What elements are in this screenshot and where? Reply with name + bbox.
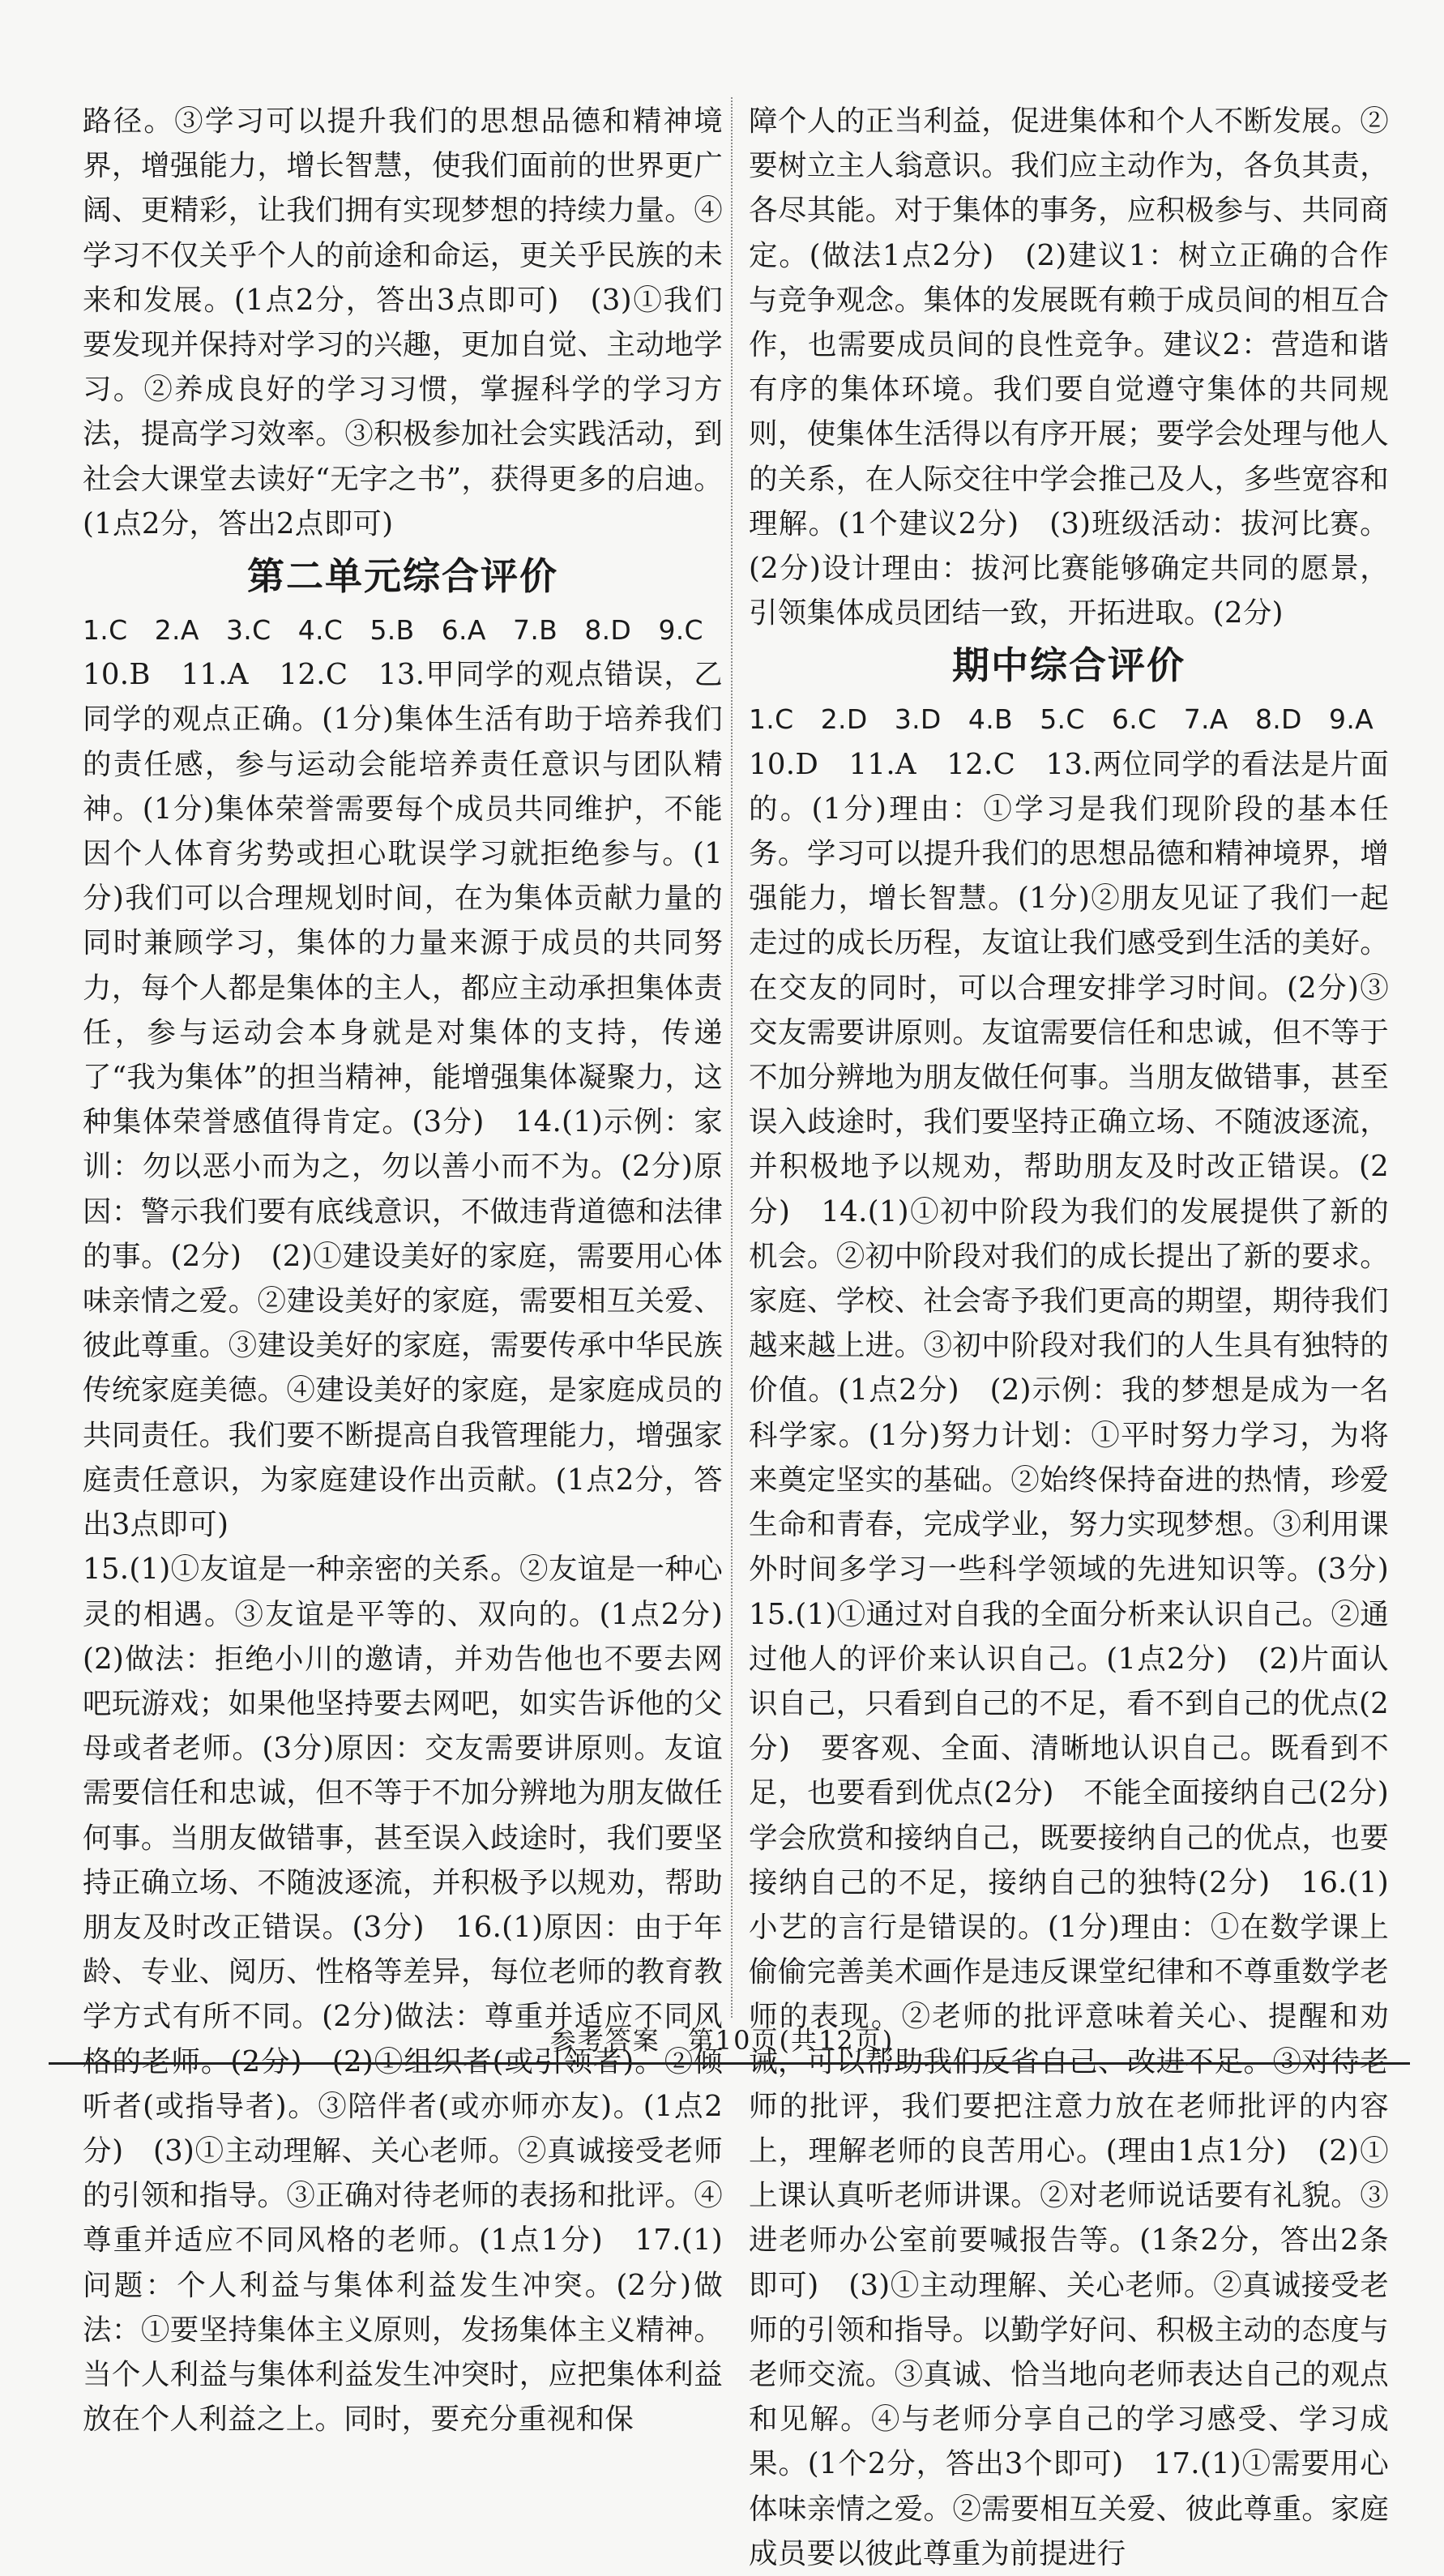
midterm-choice-answers: 1.C 2.D 3.D 4.B 5.C 6.C 7.A 8.D 9.A bbox=[749, 703, 1374, 736]
column-divider bbox=[731, 97, 733, 2018]
unit-two-heading: 第二单元综合评价 bbox=[247, 554, 558, 599]
unit-two-choice-answers: 1.C 2.A 3.C 4.C 5.B 6.A 7.B 8.D 9.C bbox=[83, 614, 703, 647]
right-column bbox=[749, 99, 1418, 2576]
unit-two-answer-continuation: 障个人的正当利益，促进集体和个人不断发展。②要树立主人翁意识。我们应主动作为，各负其责，各尽其能。对于集体的事务，应积极参与、共同商定。(做法1点2分) (2)建议1：树立正确的合作与竞争观念。集体的发展既有赖于成员间的相互合作，也需要成员间的良性竞争。建议2：营造和谐有序的集体环境。我们要自觉遵守集体的共同规则，使集体生活得以有序开展；要学会处理与他人的关系，在人际交往中学会推己及人，多些宽容和理解。(1个建议2分) (3)班级活动：拔河比赛。(2分)设计理由：拔河比赛能够确定共同的愿景，引领集体成员团结一致，开拓进取。(2分) bbox=[749, 105, 1389, 630]
page-footer: 参考答案 第10页(共12页) bbox=[549, 2025, 895, 2056]
left-column bbox=[83, 99, 752, 2441]
midterm-answers-13-17: 10.D 11.A 12.C 13.两位同学的看法是片面的。(1分)理由：①学习是我们现阶段的基本任务。学习可以提升我们的思想品德和精神境界，增强能力，增长智慧。(1分)②朋友见证了我们一起走过的成长历程，友谊让我们感受到生活的美好。在交友的同时，可以合理安排学习时间。(2分)③交友需要讲原则。友谊需要信任和忠诚，但不等于不加分辨地为朋友做任何事。当朋友做错事，甚至误入歧途时，我们要坚持正确立场、不随波逐流，并积极地予以规劝，帮助朋友及时改正错误。(2分) 14.(1)①初中阶段为我们的发展提供了新的机会。②初中阶段对我们的成长提出了新的要求。家庭、学校、社会寄予我们更高的期望，期待我们越来越上进。③初中阶段对我们的人生具有独特的价值。(1点2分) (2)示例：我的梦想是成为一名科学家。(1分)努力计划：①平时努力学习，为将来奠定坚实的基础。②始终保持奋进的热情，珍爱生命和青春，完成学业，努力实现梦想。③利用课外时间多学习一些科学领域的先进知识等。(3分) 15.(1)①通过对自我的全面分析来认识自己。②通过他人的评价来认识自己。(1点2分) (2)片面认识自己，只看到自己的不足，看不到自己的优点(2分) 要客观、全面、清晰地认识自己。既看到不足，也要看到优点(2分) 不能全面接纳自己(2分) 学会欣赏和接纳自己，既要接纳自己的优点，也要接纳自己的不足，接纳自己的独特(2分) 16.(1)小艺的言行是错误的。(1分)理由：①在数学课上偷偷完善美术画作是违反课堂纪律和不尊重数学老师的表现。②老师的批评意味着关心、提醒和劝诫，可以帮助我们反省自己、改进不足。③对待老师的批评，我们要把注意力放在老师批评的内容上，理解老师的良苦用心。(理由1点1分) (2)①上课认真听老师讲课。②对老师说话要有礼貌。③进老师办公室前要喊报告等。(1条2分，答出2条即可) (3)①主动理解、关心老师。②真诚接受老师的引领和指导。以勤学好问、积极主动的态度与老师交流。③真诚、恰当地向老师表达自己的观点和见解。④与老师分享自己的学习感受、学习成果。(1个2分，答出3个即可) 17.(1)①需要用心体味亲情之爱。②需要相互关爱、彼此尊重。家庭成员要以彼此尊重为前提进行 bbox=[749, 747, 1418, 2570]
unit-one-answer-continuation: 路径。③学习可以提升我们的思想品德和精神境界，增强能力，增长智慧，使我们面前的世界更广阔、更精彩，让我们拥有实现梦想的持续力量。④学习不仅关乎个人的前途和命运，更关乎民族的未来和发展。(1点2分，答出3点即可) (3)①我们要发现并保持对学习的兴趣，更加自觉、主动地学习。②养成良好的学习习惯，掌握科学的学习方法，提高学习效率。③积极参加社会实践活动，到社会大课堂去读好“无字之书”，获得更多的启迪。(1点2分，答出2点即可) bbox=[83, 105, 723, 540]
unit-two-answers-13-14: 10.B 11.A 12.C 13.甲同学的观点错误，乙同学的观点正确。(1分)集体生活有助于培养我们的责任感，参与运动会能培养责任意识与团队精神。(1分)集体荣誉需要每个成员共同维护，不能因个人体育劣势或担心耽误学习就拒绝参与。(1分)我们可以合理规划时间，在为集体贡献力量的同时兼顾学习，集体的力量来源于成员的共同努力，每个人都是集体的主人，都应主动承担集体责任，参与运动会本身就是对集体的支持，传递了“我为集体”的担当精神，能增强集体凝聚力，这种集体荣誉感值得肯定。(3分) 14.(1)示例：家训：勿以恶小而为之，勿以善小而不为。(2分)原因：警示我们要有底线意识，不做违背道德和法律的事。(2分) (2)①建设美好的家庭，需要用心体味亲情之爱。②建设美好的家庭，需要相互关爱、彼此尊重。③建设美好的家庭，需要传承中华民族传统家庭美德。④建设美好的家庭，是家庭成员的共同责任。我们要不断提高自我管理能力，增强家庭责任意识，为家庭建设作出贡献。(1点2分，答出3点即可) bbox=[83, 658, 723, 1542]
footer-rule bbox=[49, 2062, 1410, 2065]
midterm-heading: 期中综合评价 bbox=[952, 643, 1186, 688]
unit-two-answers-15-17: 15.(1)①友谊是一种亲密的关系。②友谊是一种心灵的相遇。③友谊是平等的、双向的。(1点2分) (2)做法：拒绝小川的邀请，并劝告他也不要去网吧玩游戏；如果他坚持要去网吧，如实告诉他的父母或者老师。(3分)原因：交友需要讲原则。友谊需要信任和忠诚，但不等于不加分辨地为朋友做任何事。当朋友做错事，甚至误入歧途时，我们要坚持正确立场、不随波逐流，并积极予以规劝，帮助朋友及时改正错误。(3分) 16.(1)原因：由于年龄、专业、阅历、性格等差异，每位老师的教育教学方式有所不同。(2分)做法：尊重并适应不同风格的老师。(2分) (2)①组织者(或引领者)。②倾听者(或指导者)。③陪伴者(或亦师亦友)。(1点2分) (3)①主动理解、关心老师。②真诚接受老师的引领和指导。③正确对待老师的表扬和批评。④尊重并适应不同风格的老师。(1点1分) 17.(1)问题：个人利益与集体利益发生冲突。(2分)做法：①要坚持集体主义原则，发扬集体主义精神。当个人利益与集体利益发生冲突时，应把集体利益放在个人利益之上。同时，要充分重视和保 bbox=[83, 1553, 752, 2437]
